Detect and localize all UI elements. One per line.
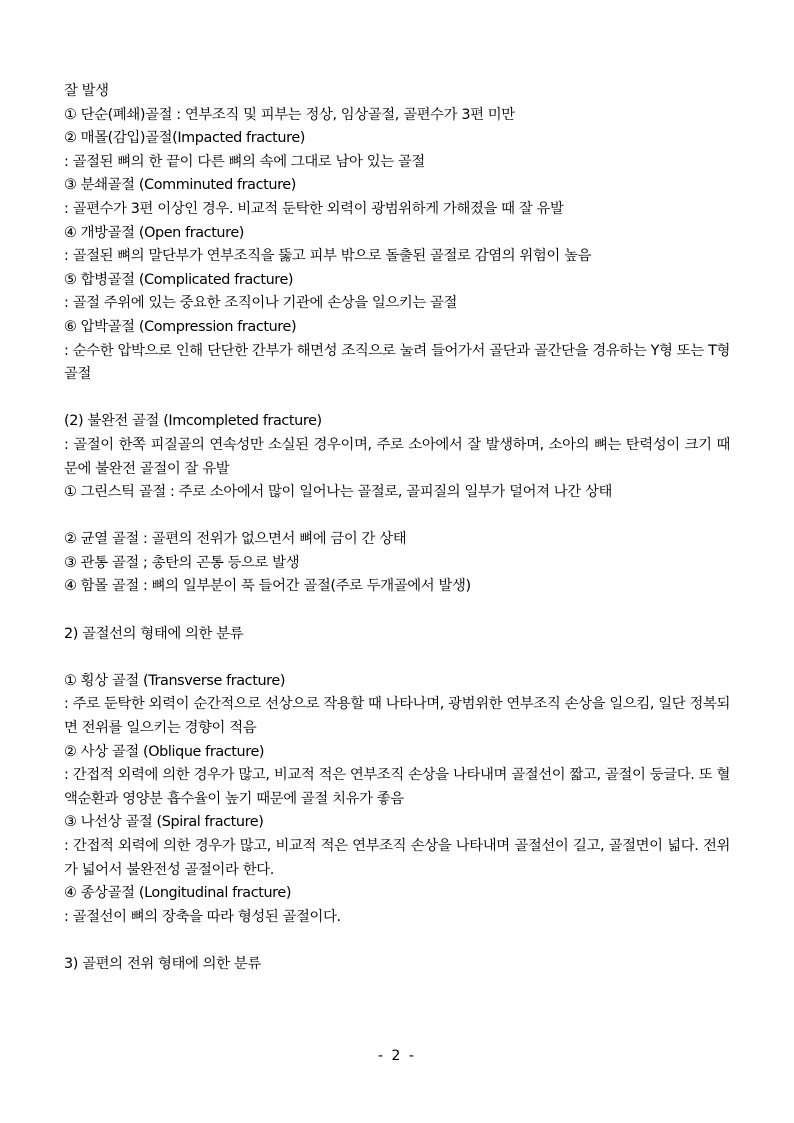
list-item: ③ 분쇄골절 (Comminuted fracture)	[64, 177, 296, 194]
list-item: ① 그린스틱 골절 : 주로 소아에서 많이 일어나는 골절로, 골피질의 일부가 덜어져 나간 상태	[64, 484, 612, 501]
list-item: ② 매몰(감입)골절(Impacted fracture)	[64, 130, 306, 147]
list-item: ③ 나선상 골절 (Spiral fracture)	[64, 814, 264, 831]
list-item: ⑤ 합병골절 (Complicated fracture)	[64, 271, 294, 288]
spacer	[64, 387, 730, 411]
list-item: ① 단순(폐쇄)골절 : 연부조직 및 피부는 정상, 임상골절, 골편수가 3편 미만	[64, 106, 515, 123]
description-paragraph: : 간접적 외력에 의한 경우가 많고, 비교적 적은 연부조직 손상을 나타내며 골절선이 짧고, 골절이 둥글다. 또 혈액순환과 영양분 흡수율이 높기 때문에 골절 치유가 좋음	[64, 767, 730, 807]
page-number: - 2 -	[378, 1048, 416, 1064]
description-paragraph: : 간접적 외력에 의한 경우가 많고, 비교적 적은 연부조직 손상을 나타내며 골절선이 길고, 골절면이 넓다. 전위가 넓어서 불완전성 골절이라 한다.	[64, 838, 730, 878]
section-heading: 2) 골절선의 형태에 의한 분류	[64, 625, 244, 642]
description-line: : 골절된 뼈의 한 끝이 다른 뼈의 속에 그대로 남아 있는 골절	[64, 153, 425, 170]
section-heading: (2) 불완전 골절 (Imcompleted fracture)	[64, 413, 322, 430]
list-item: ④ 종상골절 (Longitudinal fracture)	[64, 885, 292, 902]
description-line: : 골절선이 뼈의 장축을 따라 형성된 골절이다.	[64, 908, 341, 925]
description-line: : 골절된 뼈의 말단부가 연부조직을 뚫고 피부 밖으로 돌출된 골절로 감염의 위험이 높음	[64, 248, 592, 265]
spacer	[64, 929, 730, 953]
description-paragraph: : 골절이 한쪽 피질골의 연속성만 소실된 경우이며, 주로 소아에서 잘 발생하며, 소아의 뼈는 탄력성이 크기 때문에 불완전 골절이 잘 유발	[64, 436, 730, 477]
list-item: ④ 개방골절 (Open fracture)	[64, 224, 245, 241]
text-line: 잘 발생	[64, 83, 109, 99]
list-item: ⑥ 압박골절 (Compression fracture)	[64, 318, 297, 335]
list-item: ② 균열 골절 : 골편의 전위가 없으면서 뼈에 금이 간 상태	[64, 531, 407, 548]
spacer	[64, 646, 730, 670]
list-item: ① 횡상 골절 (Transverse fracture)	[64, 672, 286, 689]
spacer	[64, 599, 730, 623]
section-heading: 3) 골편의 전위 형태에 의한 분류	[64, 955, 261, 972]
description-paragraph: : 순수한 압박으로 인해 단단한 간부가 해면성 조직으로 눌려 들어가서 골단과 골간단을 경유하는 Y형 또는 T형 골절	[64, 342, 730, 383]
list-item: ② 사상 골절 (Oblique fracture)	[64, 743, 265, 760]
description-line: : 골편수가 3편 이상인 경우. 비교적 둔탁한 외력이 광범위하게 가해졌을 때 잘 유발	[64, 200, 564, 217]
list-item: ④ 함몰 골절 : 뼈의 일부분이 푹 들어간 골절(주로 두개골에서 발생)	[64, 578, 471, 595]
description-paragraph: : 주로 둔탁한 외력이 순간적으로 선상으로 작용할 때 나타나며, 광범위한 연부조직 손상을 일으킴, 일단 정복되면 전위를 일으키는 경향이 적음	[64, 696, 730, 737]
document-body	[64, 80, 730, 977]
spacer	[64, 505, 730, 529]
description-line: : 골절 주위에 있는 중요한 조직이나 기관에 손상을 일으키는 골절	[64, 295, 458, 312]
list-item: ③ 관통 골절 ; 총탄의 곤통 등으로 발생	[64, 554, 300, 571]
